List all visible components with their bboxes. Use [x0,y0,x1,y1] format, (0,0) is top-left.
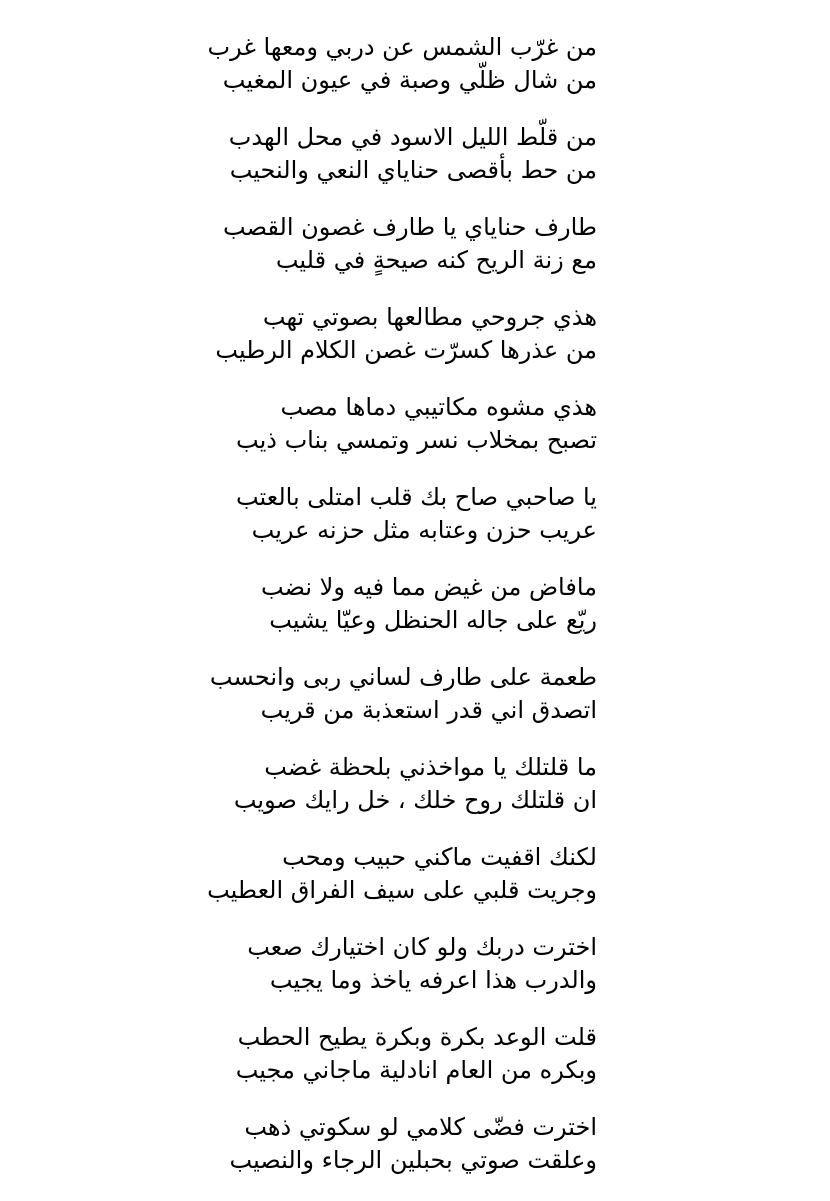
verse-line: اتصدق اني قدر استعذبة من قريب [260,696,597,724]
verse-line: عريب حزن وعتابه مثل حزنه عريب [251,516,597,544]
verse-line: طارف حناياي يا طارف غصون القصب [223,213,597,241]
stanza-8 [137,661,597,751]
stanza-4 [137,301,597,391]
stanza-2 [137,121,597,211]
stanza-3 [137,211,597,301]
verse-line: هذي جروحي مطالعها بصوتي تهب [262,303,597,331]
stanza-10 [137,841,597,931]
verse-line: وعلقت صوتي بحبلين الرجاء والنصيب [229,1146,597,1174]
verse-line: مع زنة الريح كنه صيحةٍ في قليب [275,246,597,274]
verse-line: ان قلتلك روح خلك ، خل رايك صويب [233,786,597,814]
stanza-6 [137,481,597,571]
verse-line: اخترت فضّى كلامي لو سكوتي ذهب [244,1113,597,1141]
verse-line: من حط بأقصى حناياي النعي والنحيب [229,156,597,184]
verse-line: هذي مشوه مكاتيبي دماها مصب [280,393,597,421]
verse-line: تصبح بمخلاب نسر وتمسي بناب ذيب [236,426,597,454]
verse-line: وجريت قلبي على سيف الفراق العطيب [207,876,597,904]
verse-line: مافاض من غيض مما فيه ولا نضب [260,573,597,601]
verse-line: اخترت دربك ولو كان اختيارك صعب [247,933,597,961]
stanza-9 [137,751,597,841]
verse-line: قلت الوعد بكرة وبكرة يطيح الحطب [237,1023,597,1051]
verse-line: وبكره من العام انادلية ماجاني مجيب [235,1056,597,1084]
verse-line: من غرّب الشمس عن دربي ومعها غرب [207,33,597,61]
verse-line: ما قلتلك يا مواخذني بلحظة غضب [264,753,597,781]
poem-body [137,31,597,1201]
verse-line: ريّع على جاله الحنظل وعيّا يشيب [269,606,597,634]
verse-line: من عذرها كسرّت غصن الكلام الرطيب [215,336,597,364]
stanza-5 [137,391,597,481]
verse-line: لكنك اقفيت ماكني حبيب ومحب [282,843,597,871]
verse-line: يا صاحبي صاح بك قلب امتلى بالعتب [235,483,597,511]
stanza-7 [137,571,597,661]
stanza-12 [137,1021,597,1111]
stanza-11 [137,931,597,1021]
verse-line: والدرب هذا اعرفه ياخذ وما يجيب [269,966,597,994]
stanza-13 [137,1111,597,1201]
verse-line: من قلّط الليل الاسود في محل الهدب [228,123,597,151]
stanza-1 [137,31,597,121]
verse-line: طعمة على طارف لساني ربى وانحسب [209,663,597,691]
verse-line: من شال ظلّي وصبة في عيون المغيب [222,66,597,94]
